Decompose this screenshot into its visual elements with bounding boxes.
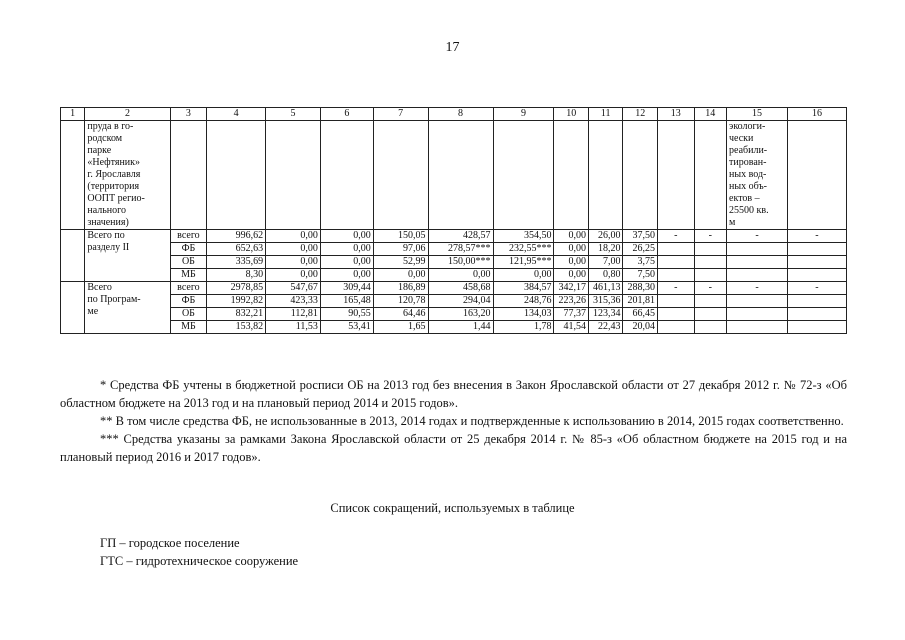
table-row <box>61 243 847 256</box>
column-number-header: 11 <box>588 108 623 121</box>
dash-cell <box>727 321 788 334</box>
amount-cell: 384,57 <box>493 282 554 295</box>
amount-cell: 342,17 <box>554 282 589 295</box>
amount-cell: 11,53 <box>266 321 321 334</box>
dash-cell <box>658 308 695 321</box>
result-line: м <box>729 217 736 228</box>
header-row <box>61 108 847 121</box>
amount-cell: 294,04 <box>428 295 493 308</box>
amount-cell: 1,44 <box>428 321 493 334</box>
amount-cell: 26,00 <box>588 230 623 243</box>
table-cell <box>428 121 493 230</box>
dash-cell <box>727 256 788 269</box>
dash-cell <box>787 295 846 308</box>
result-line: чески <box>729 133 754 144</box>
amount-cell: 150,00*** <box>428 256 493 269</box>
group-label-line: Всего <box>87 282 112 293</box>
amount-cell: 7,50 <box>623 269 658 282</box>
table-cell <box>207 121 266 230</box>
column-number-header: 12 <box>623 108 658 121</box>
table-cell <box>170 121 207 230</box>
abbreviations-title: Список сокращений, используемых в таблице <box>330 501 575 515</box>
dash-cell <box>658 295 695 308</box>
table-cell <box>373 121 428 230</box>
dash-cell <box>727 295 788 308</box>
table-row <box>61 282 847 295</box>
table-cell <box>727 121 788 230</box>
amount-cell: 8,30 <box>207 269 266 282</box>
amount-cell: 3,75 <box>623 256 658 269</box>
amount-cell: 428,57 <box>428 230 493 243</box>
object-name-line: ООПТ регио- <box>87 193 145 204</box>
dash-cell <box>787 308 846 321</box>
amount-cell: 64,46 <box>373 308 428 321</box>
amount-cell: 0,00 <box>373 269 428 282</box>
amount-cell: 90,55 <box>320 308 373 321</box>
abbreviation-gp: ГП – городское поселение <box>100 536 240 550</box>
table-cell <box>623 121 658 230</box>
table-row <box>61 321 847 334</box>
column-number-header: 6 <box>320 108 373 121</box>
footnote-3: *** Средства указаны за рамками Закона Ярославской области от 25 декабря 2014 г. № 85-з «Об областном бюджете на 2015 год и на плановый период 2016 и 2017 годов». <box>60 432 847 464</box>
dash-cell: - <box>787 230 846 243</box>
column-number-header: 13 <box>658 108 695 121</box>
dash-cell <box>658 256 695 269</box>
amount-cell: 121,95*** <box>493 256 554 269</box>
object-name-line: (территория <box>87 181 140 192</box>
column-number-header: 8 <box>428 108 493 121</box>
amount-cell: 201,81 <box>623 295 658 308</box>
column-number-header: 3 <box>170 108 207 121</box>
dash-cell <box>694 243 726 256</box>
footnotes <box>60 376 847 466</box>
table-row <box>61 308 847 321</box>
funding-source: ОБ <box>170 256 207 269</box>
column-number-header: 4 <box>207 108 266 121</box>
group-label-cell <box>85 230 170 282</box>
column-number-header: 1 <box>61 108 85 121</box>
amount-cell: 120,78 <box>373 295 428 308</box>
dash-cell: - <box>694 282 726 295</box>
table-cell <box>493 121 554 230</box>
page-number: 17 <box>445 40 460 55</box>
dash-cell <box>694 295 726 308</box>
amount-cell: 0,80 <box>588 269 623 282</box>
continuation-row <box>61 121 847 230</box>
table-cell <box>320 121 373 230</box>
amount-cell: 37,50 <box>623 230 658 243</box>
amount-cell: 232,55*** <box>493 243 554 256</box>
amount-cell: 0,00 <box>493 269 554 282</box>
table-row <box>61 269 847 282</box>
group-label-line: Всего по <box>87 230 125 241</box>
dash-cell <box>694 308 726 321</box>
column-number-header: 2 <box>85 108 170 121</box>
funding-source: МБ <box>170 269 207 282</box>
column-number-header: 9 <box>493 108 554 121</box>
amount-cell: 66,45 <box>623 308 658 321</box>
funding-source: всего <box>170 282 207 295</box>
amount-cell: 0,00 <box>320 256 373 269</box>
amount-cell: 2978,85 <box>207 282 266 295</box>
funding-source: ФБ <box>170 295 207 308</box>
object-name-line: г. Ярославля <box>87 169 141 180</box>
amount-cell: 0,00 <box>554 269 589 282</box>
amount-cell: 996,62 <box>207 230 266 243</box>
amount-cell: 20,04 <box>623 321 658 334</box>
dash-cell: - <box>658 230 695 243</box>
amount-cell: 97,06 <box>373 243 428 256</box>
funding-source: МБ <box>170 321 207 334</box>
dash-cell <box>694 269 726 282</box>
column-number-header: 5 <box>266 108 321 121</box>
amount-cell: 335,69 <box>207 256 266 269</box>
amount-cell: 652,63 <box>207 243 266 256</box>
amount-cell: 7,00 <box>588 256 623 269</box>
result-line: реабили- <box>729 145 768 156</box>
amount-cell: 77,37 <box>554 308 589 321</box>
empty-cell <box>61 282 85 334</box>
column-number-header: 7 <box>373 108 428 121</box>
amount-cell: 223,26 <box>554 295 589 308</box>
group-label-line: ме <box>87 306 99 317</box>
amount-cell: 288,30 <box>623 282 658 295</box>
amount-cell: 165,48 <box>320 295 373 308</box>
table-cell <box>694 121 726 230</box>
dash-cell <box>727 269 788 282</box>
amount-cell: 0,00 <box>266 243 321 256</box>
dash-cell <box>694 256 726 269</box>
amount-cell: 153,82 <box>207 321 266 334</box>
amount-cell: 0,00 <box>320 269 373 282</box>
amount-cell: 18,20 <box>588 243 623 256</box>
amount-cell: 248,76 <box>493 295 554 308</box>
object-name-line: значения) <box>87 217 129 228</box>
amount-cell: 134,03 <box>493 308 554 321</box>
table-cell <box>787 121 846 230</box>
footnote-1: * Средства ФБ учтены в бюджетной росписи ОБ на 2013 год без внесения в Закон Ярославской области от 27 декабря 2012 г. № 72-з «Об областном бюджете на 2013 год и на плановый период 2014 и 2015 годов». <box>60 378 847 410</box>
amount-cell: 0,00 <box>554 243 589 256</box>
amount-cell: 0,00 <box>266 230 321 243</box>
dash-cell <box>787 243 846 256</box>
amount-cell: 0,00 <box>320 230 373 243</box>
amount-cell: 278,57*** <box>428 243 493 256</box>
amount-cell: 1,78 <box>493 321 554 334</box>
table-row <box>61 295 847 308</box>
budget-table <box>60 107 847 334</box>
column-number-header: 14 <box>694 108 726 121</box>
empty-cell <box>61 230 85 282</box>
amount-cell: 458,68 <box>428 282 493 295</box>
table-cell <box>85 121 170 230</box>
dash-cell: - <box>658 282 695 295</box>
column-number-header: 10 <box>554 108 589 121</box>
dash-cell <box>787 321 846 334</box>
amount-cell: 41,54 <box>554 321 589 334</box>
result-line: экологи- <box>729 121 766 132</box>
amount-cell: 0,00 <box>266 256 321 269</box>
result-line: 25500 кв. <box>729 205 769 216</box>
object-name-line: пруда в го- <box>87 121 134 132</box>
amount-cell: 22,43 <box>588 321 623 334</box>
result-line: ных объ- <box>729 181 767 192</box>
dash-cell <box>658 269 695 282</box>
dash-cell: - <box>694 230 726 243</box>
dash-cell <box>787 269 846 282</box>
amount-cell: 0,00 <box>266 269 321 282</box>
object-name-line: «Нефтяник» <box>87 157 141 168</box>
table-row <box>61 230 847 243</box>
table-cell <box>588 121 623 230</box>
funding-source: ОБ <box>170 308 207 321</box>
amount-cell: 123,34 <box>588 308 623 321</box>
amount-cell: 26,25 <box>623 243 658 256</box>
object-name-line: родском <box>87 133 123 144</box>
result-line: ных вод- <box>729 169 767 180</box>
amount-cell: 309,44 <box>320 282 373 295</box>
table-cell <box>266 121 321 230</box>
dash-cell <box>787 256 846 269</box>
amount-cell: 832,21 <box>207 308 266 321</box>
group-label-line: разделу II <box>87 242 130 253</box>
amount-cell: 0,00 <box>428 269 493 282</box>
funding-source: всего <box>170 230 207 243</box>
amount-cell: 150,05 <box>373 230 428 243</box>
funding-source: ФБ <box>170 243 207 256</box>
amount-cell: 112,81 <box>266 308 321 321</box>
amount-cell: 1992,82 <box>207 295 266 308</box>
amount-cell: 0,00 <box>320 243 373 256</box>
column-number-header: 16 <box>787 108 846 121</box>
dash-cell: - <box>727 282 788 295</box>
amount-cell: 0,00 <box>554 256 589 269</box>
object-name-line: нального <box>87 205 126 216</box>
dash-cell <box>727 308 788 321</box>
table-cell <box>61 121 85 230</box>
amount-cell: 354,50 <box>493 230 554 243</box>
amount-cell: 186,89 <box>373 282 428 295</box>
amount-cell: 423,33 <box>266 295 321 308</box>
result-line: тирован- <box>729 157 767 168</box>
result-line: ектов – <box>729 193 760 204</box>
object-name-line: парке <box>87 145 112 156</box>
group-label-line: по Програм- <box>87 294 141 305</box>
table-cell <box>554 121 589 230</box>
amount-cell: 461,13 <box>588 282 623 295</box>
amount-cell: 53,41 <box>320 321 373 334</box>
column-number-header: 15 <box>727 108 788 121</box>
footnote-2: ** В том числе средства ФБ, не использованные в 2013, 2014 годах и подтвержденные к использованию в 2014, 2015 годах соответственно. <box>100 414 844 428</box>
dash-cell: - <box>727 230 788 243</box>
amount-cell: 1,65 <box>373 321 428 334</box>
dash-cell <box>694 321 726 334</box>
dash-cell: - <box>787 282 846 295</box>
table-row <box>61 256 847 269</box>
dash-cell <box>727 243 788 256</box>
abbreviation-gts: ГТС – гидротехническое сооружение <box>100 554 299 568</box>
dash-cell <box>658 243 695 256</box>
amount-cell: 0,00 <box>554 230 589 243</box>
group-label-cell <box>85 282 170 334</box>
table-cell <box>658 121 695 230</box>
amount-cell: 163,20 <box>428 308 493 321</box>
amount-cell: 315,36 <box>588 295 623 308</box>
amount-cell: 547,67 <box>266 282 321 295</box>
amount-cell: 52,99 <box>373 256 428 269</box>
dash-cell <box>658 321 695 334</box>
